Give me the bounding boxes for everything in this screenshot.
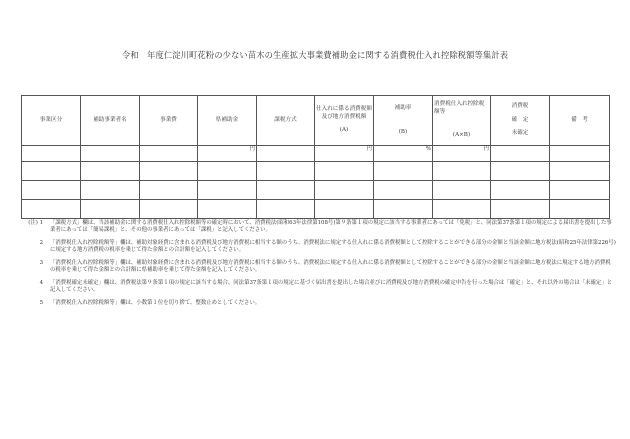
table-row	[22, 162, 610, 181]
cell[interactable]	[374, 162, 433, 181]
cell-yen-unit[interactable]: 円	[433, 146, 491, 162]
table-row	[22, 146, 610, 162]
cell[interactable]	[491, 181, 550, 200]
header-remarks: 備 考	[550, 96, 610, 146]
cell[interactable]	[257, 146, 315, 162]
cell[interactable]	[198, 181, 257, 200]
cell[interactable]	[22, 181, 81, 200]
cell[interactable]	[491, 162, 550, 181]
cell[interactable]	[81, 200, 140, 219]
cell[interactable]	[550, 162, 610, 181]
notes-section	[24, 220, 616, 312]
header-tax-method: 課税方式	[257, 96, 315, 146]
cell[interactable]	[198, 162, 257, 181]
header-project-cost: 事業費	[140, 96, 198, 146]
header-business-category: 事業区分	[22, 96, 81, 146]
header-tax-status: 消費税 確 定 未確定	[491, 96, 550, 146]
cell[interactable]	[140, 181, 198, 200]
summary-table	[21, 95, 610, 219]
cell[interactable]	[140, 162, 198, 181]
cell[interactable]	[198, 200, 257, 219]
header-purchase-tax: 仕入れに係る消費税額及び地方消費税額 (A)	[315, 96, 374, 146]
header-prefecture-subsidy: 県補助金	[198, 96, 257, 146]
cell[interactable]	[140, 146, 198, 162]
cell[interactable]	[257, 162, 315, 181]
cell[interactable]	[22, 200, 81, 219]
cell[interactable]	[140, 200, 198, 219]
cell[interactable]	[257, 181, 315, 200]
cell[interactable]	[433, 200, 491, 219]
note-item: 2 「消費税仕入れ控除税額等」欄は、補助対象経費に含まれる消費税及び地方消費税に相当する額のうち、消費税法に規定する仕入れに係る消費税額として控除することができる部分の金額と当該金額に地方税法(昭和25年法律第226号)に規定する地方消費税の税率を乗じて得た金額との合計額を記入してください。	[39, 239, 616, 254]
cell[interactable]	[315, 200, 374, 219]
note-item: 5 「消費税仕入れ控除税額等」欄は、小数第１位を切り捨て、整数止めとしてください。	[39, 299, 261, 306]
note-item: (注) 1 「課税方式」欄は、当該補助金に関する消費税仕入れ控除税額等の確定時において、消費税法(昭和63年法律第108号)第９条第１項の規定に該当する事業者にあっては「免税」と、同法第37条第１項の規定による届出書を提出した事業者にあっては「簡易課税」と、その他の事業者にあっては「課税」と記入してください。	[28, 220, 612, 234]
cell[interactable]	[491, 200, 550, 219]
cell[interactable]	[22, 162, 81, 181]
cell[interactable]	[81, 162, 140, 181]
cell-percent-unit[interactable]: %	[374, 146, 433, 162]
cell[interactable]	[433, 162, 491, 181]
header-subsidy-rate: 補助率 (B)	[374, 96, 433, 146]
cell[interactable]	[550, 200, 610, 219]
cell[interactable]	[550, 181, 610, 200]
cell[interactable]	[491, 146, 550, 162]
cell-yen-unit[interactable]: 円	[315, 146, 374, 162]
cell[interactable]	[315, 162, 374, 181]
table-row	[22, 200, 610, 219]
cell[interactable]	[257, 200, 315, 219]
note-item: 3 「消費税仕入れ控除税額等」欄は、補助対象経費に含まれる消費税及び地方消費税に相当する額のうち、消費税法に規定する仕入れに係る消費税額として控除することができる部分の金額と当該金額に地方税法に規定する地方消費税の税率を乗じて得た金額との合計額に県補助率を乗じて得た金額を記入してください。	[39, 259, 611, 274]
header-row	[22, 96, 610, 146]
cell-yen-unit[interactable]: 円	[198, 146, 257, 162]
cell[interactable]	[81, 146, 140, 162]
cell[interactable]	[22, 146, 81, 162]
document-title: 令和 年度仁淀川町花粉の少ない苗木の生産拡大事業費補助金に関する消費税仕入れ控除税額等集計表	[121, 50, 509, 60]
cell[interactable]	[433, 181, 491, 200]
cell[interactable]	[374, 200, 433, 219]
cell[interactable]	[81, 181, 140, 200]
cell[interactable]	[374, 181, 433, 200]
header-operator-name: 補助事業者名	[81, 96, 140, 146]
note-item: 4 「消費税確定未確定」欄は、消費税法第９条第１項の規定に該当する場合、同法第37条第１項の規定に基づく届出書を提出した場合並びに消費税及び地方消費税の確定申告を行った場合は「確定」と、それ以外の場合は「未確定」と記入してください。	[39, 279, 613, 293]
cell[interactable]	[315, 181, 374, 200]
table-row	[22, 181, 610, 200]
header-deduction-amount: 消費税仕入れ控除税額等 (A×B)	[433, 96, 491, 146]
cell[interactable]	[550, 146, 610, 162]
